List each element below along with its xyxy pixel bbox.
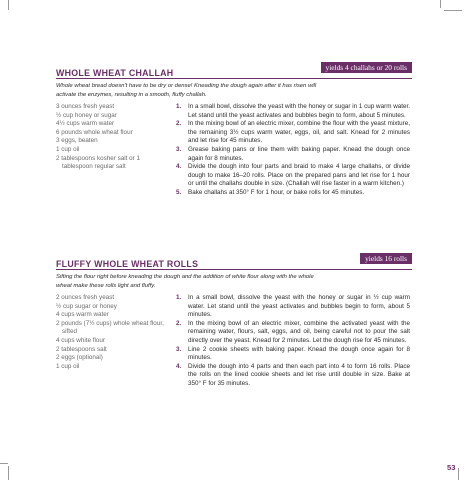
ingredient-item: 1 cup oil bbox=[56, 362, 80, 370]
step-item bbox=[176, 120, 410, 146]
step-text: Bake challahs at 350° F for 1 hour, or bake rolls for 45 minutes. bbox=[188, 188, 365, 196]
title-rule bbox=[56, 269, 412, 270]
step-text: In the mixing bowl of an electric mixer, combine the activated yeast with the remaining water, flours, salt, eggs, and oil, being careful not to pour the salt directly over the yeast. Knead for 2 minutes. Let the dough rise for 45 minutes. bbox=[188, 319, 410, 344]
step-number: 3. bbox=[176, 145, 182, 153]
ingredient-item: 2 ounces fresh yeast bbox=[56, 294, 115, 301]
ingredient-item: ½ cup honey or sugar bbox=[56, 111, 117, 119]
recipe-fluffy-whole-wheat-rolls bbox=[56, 253, 412, 458]
ingredient-list bbox=[56, 294, 168, 371]
ingredient-list bbox=[56, 103, 168, 172]
crop-mark-top-left bbox=[8, 0, 9, 10]
ingredient-item: 4 cups warm water bbox=[56, 311, 109, 319]
step-number: 2. bbox=[176, 319, 182, 327]
step-list bbox=[176, 103, 410, 198]
step-text: In a small bowl, dissolve the yeast with the honey or sugar in ½ cup warm water. Let stand until the yeast activates and bubbles begin to form, about 5 minutes. bbox=[188, 294, 410, 319]
step-text: Divide the dough into 4 parts and then each part into 4 to form 16 rolls. Place the rolls on the lined cookie sheets and let rise until double in size. Bake at 350° F for 35 minutes. bbox=[188, 362, 410, 387]
recipe-title: FLUFFY WHOLE WHEAT ROLLS bbox=[56, 259, 199, 269]
crop-mark-top-right-v bbox=[440, 0, 441, 8]
ingredient-item: 2 tablespoons salt bbox=[56, 345, 107, 353]
crop-mark-bottom-left-v bbox=[8, 466, 9, 480]
step-number: 1. bbox=[176, 103, 182, 110]
page-number: 53 bbox=[447, 463, 456, 472]
step-item bbox=[176, 163, 410, 189]
crop-mark-top-right-h bbox=[444, 10, 462, 11]
step-number: 5. bbox=[176, 188, 182, 196]
step-text: Line 2 cookie sheets with baking paper. Knead the dough once again for 8 minutes. bbox=[188, 345, 410, 362]
ingredient-item: 2 eggs (optional) bbox=[56, 354, 103, 362]
step-text: Grease baking pans or line them with baking paper. Knead the dough once again for 8 minutes. bbox=[188, 145, 410, 162]
recipe-whole-wheat-challah bbox=[56, 62, 412, 238]
yield-badge: yields 16 rolls bbox=[360, 253, 412, 264]
step-number: 4. bbox=[176, 163, 182, 171]
step-item bbox=[176, 103, 410, 120]
recipe-intro: Whole wheat bread doesn't have to be dry or dense! Kneading the dough again after it has risen will activate the enzymes, resulting in a smooth, fluffy challah. bbox=[56, 83, 317, 98]
step-text: In a small bowl, dissolve the yeast with the honey or sugar in 1 cup warm water. Let stand until the yeast activates and bubbles begin to form, about 5 minutes. bbox=[188, 103, 410, 119]
step-item bbox=[176, 363, 410, 389]
ingredient-item: 3 eggs, beaten bbox=[56, 137, 98, 145]
ingredient-item: 2 pounds (7½ cups) whole wheat flour, sifted bbox=[56, 319, 164, 336]
step-number: 3. bbox=[176, 345, 182, 353]
recipe-title: WHOLE WHEAT CHALLAH bbox=[56, 68, 174, 78]
ingredient-item: 3 ounces fresh yeast bbox=[56, 103, 115, 110]
step-text: In the mixing bowl of an electric mixer, combine the flour with the yeast mixture, the remaining 3½ cups warm water, eggs, oil, and salt. Knead for 2 minutes and let rise for 45 minutes. bbox=[188, 120, 410, 145]
ingredient-item: ½ cup sugar or honey bbox=[56, 302, 117, 310]
yield-badge: yields 4 challahs or 20 rolls bbox=[321, 62, 413, 73]
step-item bbox=[176, 320, 410, 346]
ingredient-item: 6 pounds whole wheat flour bbox=[56, 128, 133, 136]
ingredient-item: 4 cups white flour bbox=[56, 336, 106, 344]
recipe-intro: Sifting the flour right before kneading the dough and the addition of white flour along with the whole wheat make these rolls light and fluffy. bbox=[56, 274, 314, 289]
step-number: 2. bbox=[176, 120, 182, 128]
crop-mark-bottom-left-h bbox=[0, 463, 8, 464]
step-item bbox=[176, 346, 410, 363]
step-item bbox=[176, 189, 410, 198]
ingredient-item: 2 tablespoons kosher salt or 1 tablespoon regular salt bbox=[56, 154, 141, 171]
step-item bbox=[176, 294, 410, 320]
step-text: Divide the dough into four parts and braid to make 4 large challahs, or divide dough to make 16–20 rolls. Place on the prepared pans and let rise for 1 hour or until the challahs double in size. (Challah will rise faster in a warm kitchen.) bbox=[188, 163, 410, 188]
ingredient-item: 4½ cups warm water bbox=[56, 120, 115, 128]
step-list bbox=[176, 294, 410, 389]
crop-mark-bottom-right bbox=[458, 468, 459, 480]
title-rule bbox=[56, 78, 412, 79]
step-number: 4. bbox=[176, 362, 182, 370]
ingredient-item: 1 cup oil bbox=[56, 145, 80, 153]
step-item bbox=[176, 146, 410, 163]
step-number: 1. bbox=[176, 294, 182, 301]
